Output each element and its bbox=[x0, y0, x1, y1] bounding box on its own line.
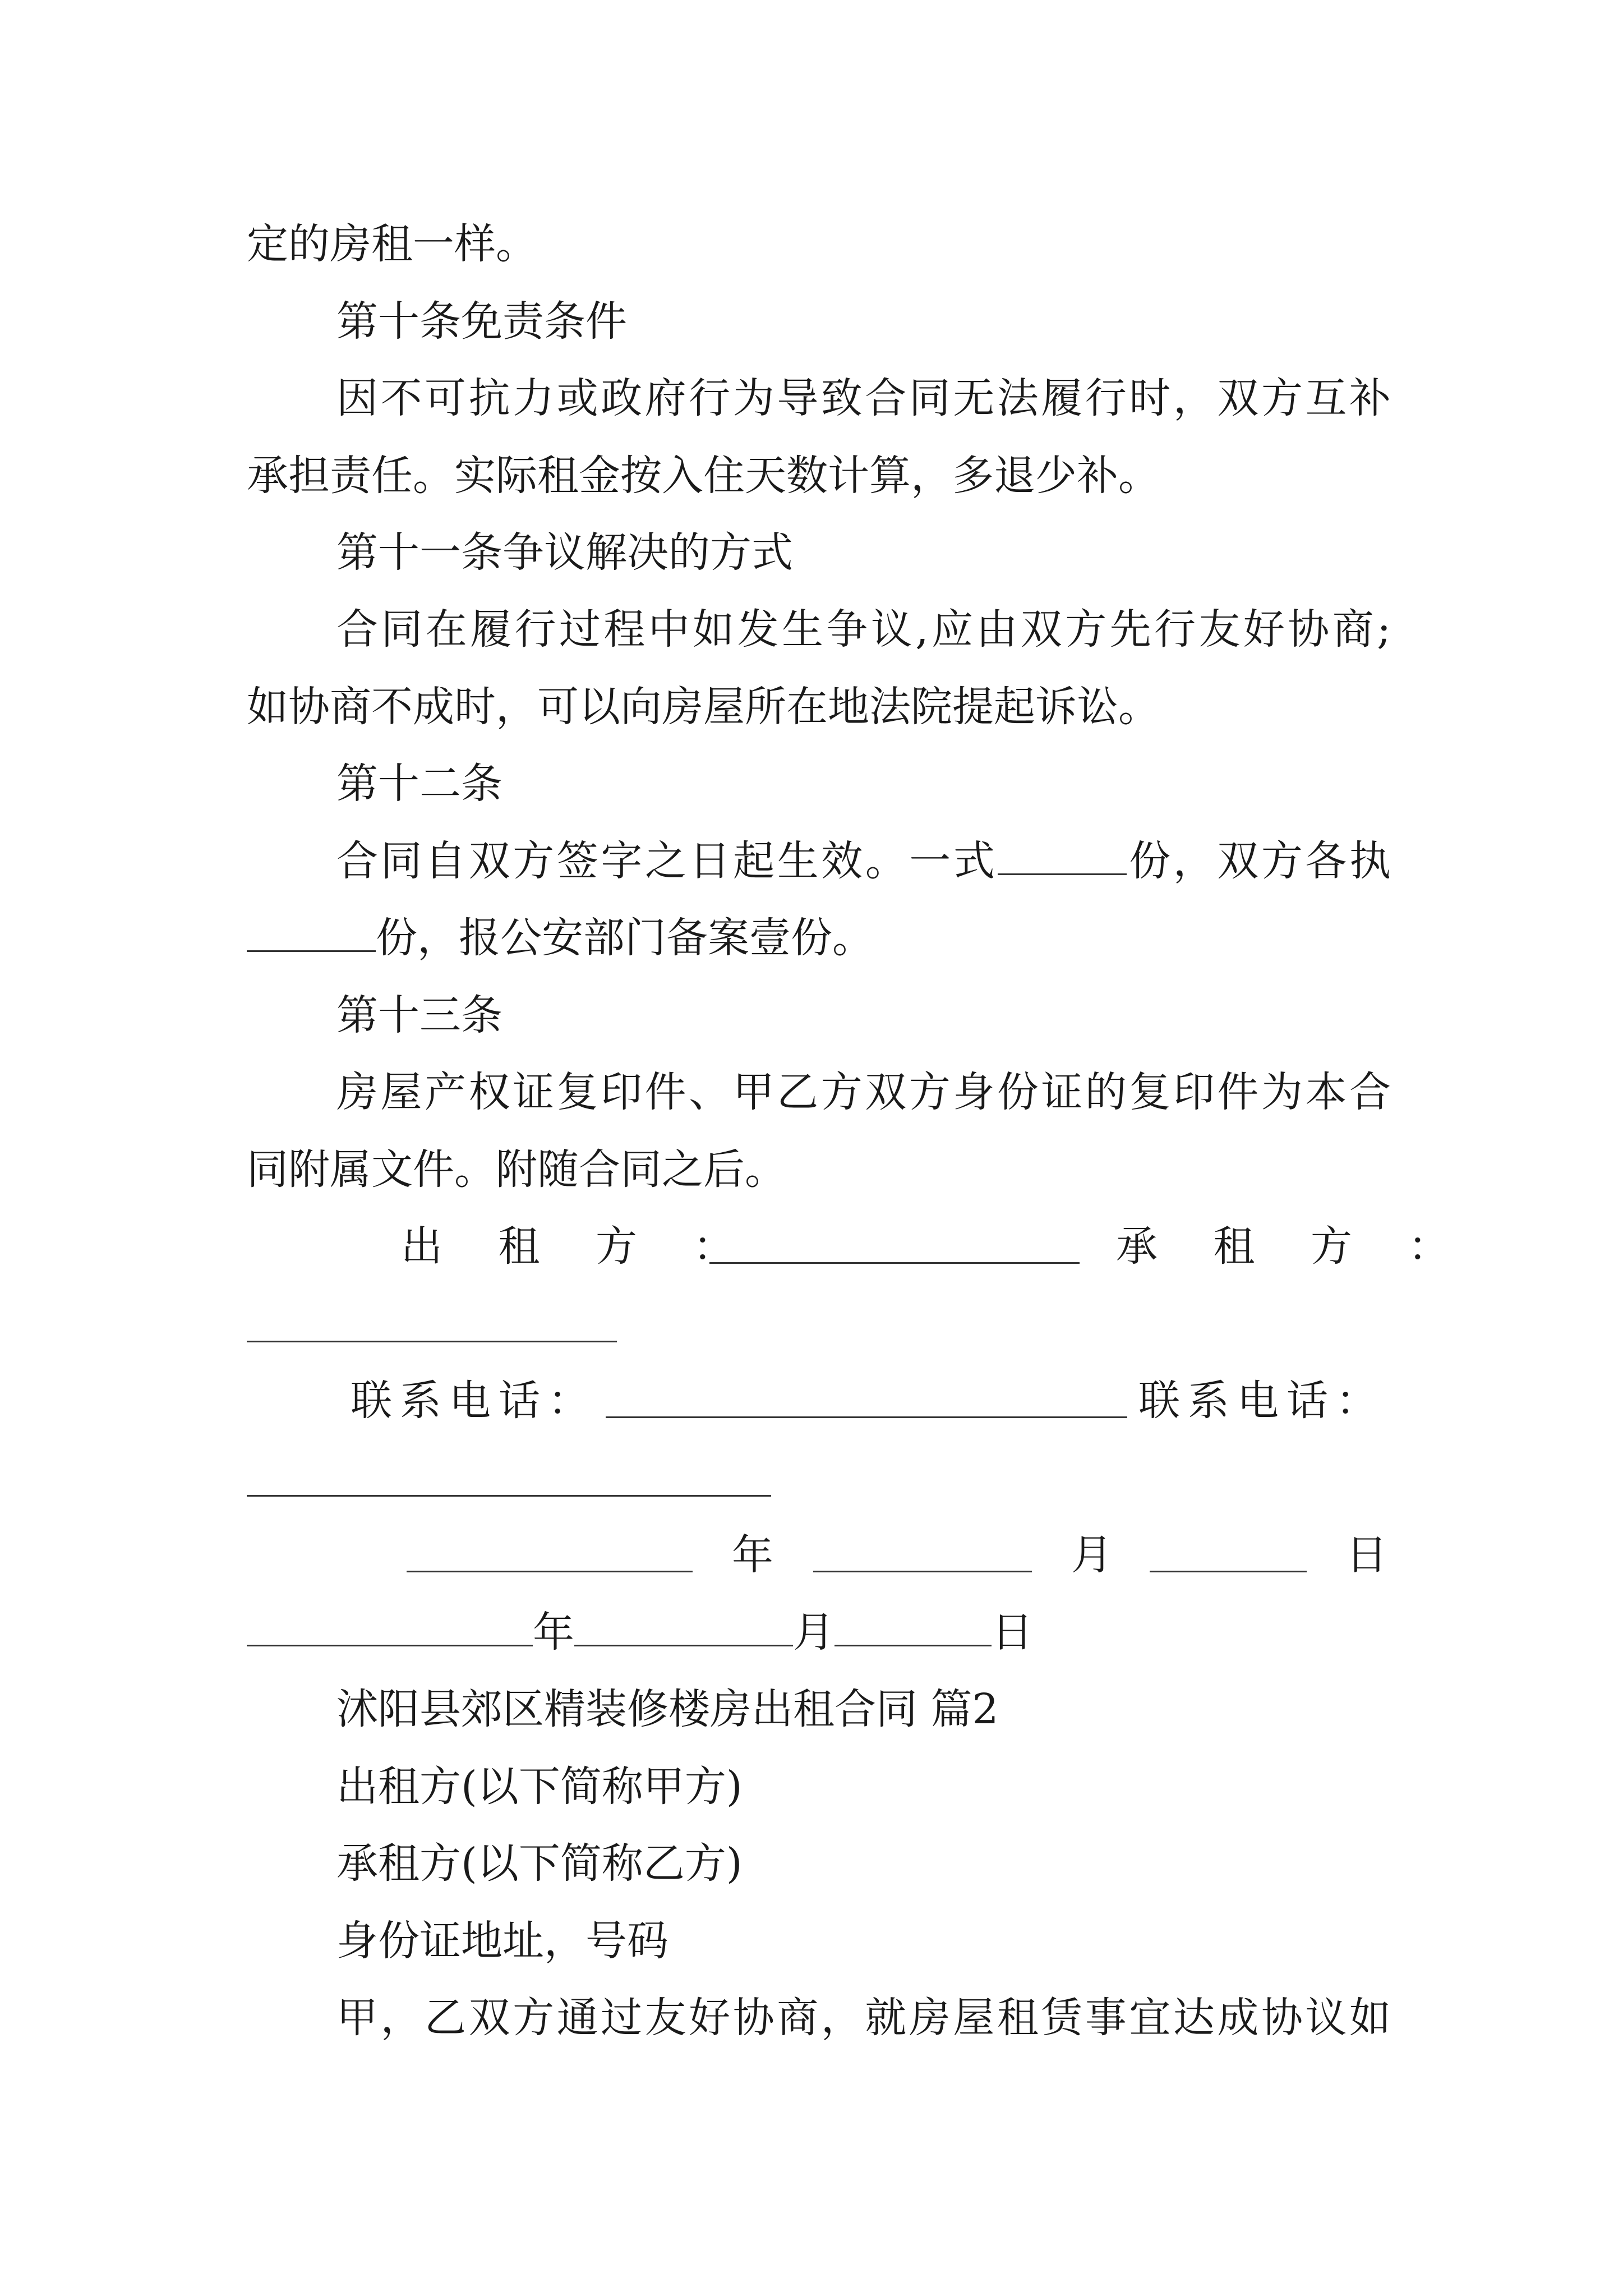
lessor-label: 出 租 方 ： bbox=[401, 1222, 756, 1271]
paragraph-line: 如协商不成时，可以向房屋所在地法院提起诉讼。 bbox=[247, 683, 1160, 731]
lessee-signature-line bbox=[247, 1341, 617, 1342]
paragraph-text: 份，双方各执 bbox=[1126, 837, 1391, 885]
lessee-day-blank bbox=[834, 1605, 992, 1646]
lessee-year-blank bbox=[247, 1605, 533, 1646]
article-heading: 第十三条 bbox=[336, 991, 502, 1039]
day-label: 日 bbox=[1346, 1531, 1387, 1579]
lessee-phone-label: 联系电话： bbox=[1138, 1377, 1385, 1425]
paragraph-line: 甲，乙双方通过友好协商，就房屋租赁事宜达成协议如 bbox=[336, 1994, 1391, 2042]
lessor-day-line bbox=[1150, 1571, 1307, 1572]
paragraph-line: 房屋产权证复印件、甲乙方双方身份证的复印件为本合 bbox=[336, 1068, 1391, 1116]
lessee-phone-line bbox=[247, 1495, 771, 1497]
lessee-date-line bbox=[247, 1604, 1391, 1660]
paragraph-text: 份，报公安部门备案壹份。 bbox=[376, 914, 874, 962]
paragraph-line bbox=[336, 833, 1391, 889]
paragraph-line: 承租方(以下简称乙方) bbox=[336, 1839, 743, 1888]
lessor-year-line bbox=[407, 1571, 693, 1572]
paragraph-text: 合同自双方签字之日起生效。一式 bbox=[336, 837, 998, 885]
lessee-label: 承 租 方 ： bbox=[1116, 1222, 1471, 1271]
year-label: 年 bbox=[732, 1531, 773, 1579]
paragraph-line: 合同在履行过程中如发生争议,应由双方先行友好协商; bbox=[336, 605, 1391, 654]
article-heading: 第十条免责条件 bbox=[336, 297, 627, 346]
paragraph-line bbox=[247, 910, 1391, 966]
paragraph-line: 身份证地址，号码 bbox=[336, 1917, 668, 1965]
paragraph-line: 因不可抗力或政府行为导致合同无法履行时，双方互补 bbox=[336, 374, 1391, 422]
lessor-signature-line bbox=[709, 1262, 1080, 1264]
lessor-phone-label: 联系电话： bbox=[351, 1377, 597, 1425]
lessor-month-line bbox=[813, 1571, 1032, 1572]
paragraph-line: 同附属文件。附随合同之后。 bbox=[247, 1145, 786, 1194]
paragraph-line: 出租方(以下简称甲方) bbox=[336, 1763, 743, 1811]
copies-each-blank bbox=[247, 911, 376, 952]
lessee-month-blank bbox=[574, 1605, 793, 1646]
article-heading: 第十二条 bbox=[336, 760, 502, 808]
article-heading: 第十一条争议解决的方式 bbox=[336, 528, 793, 577]
year-label: 年 bbox=[533, 1608, 574, 1657]
copies-total-blank bbox=[998, 834, 1127, 875]
month-label: 月 bbox=[793, 1608, 834, 1657]
paragraph-line: 承担责任。实际租金按入住天数计算，多退少补。 bbox=[247, 452, 1160, 500]
section-title: 沭阳县郊区精装修楼房出租合同 篇2 bbox=[336, 1685, 999, 1733]
lessor-phone-line bbox=[606, 1416, 1127, 1418]
month-label: 月 bbox=[1071, 1531, 1113, 1579]
day-label: 日 bbox=[992, 1608, 1033, 1657]
paragraph-line: 定的房租一样。 bbox=[247, 220, 537, 268]
